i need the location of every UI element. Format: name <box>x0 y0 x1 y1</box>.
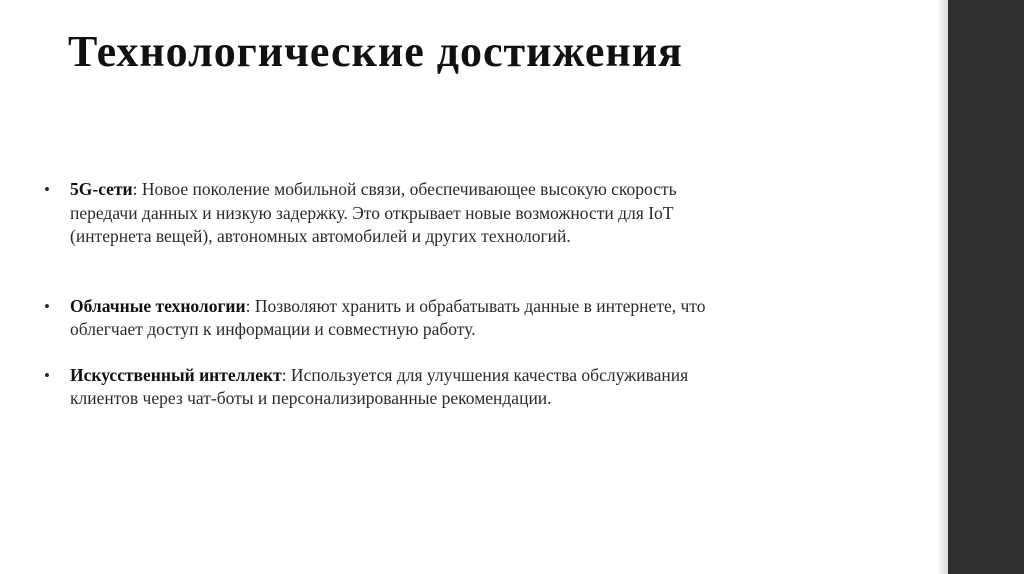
bullet-item-cloud <box>44 295 744 342</box>
bullet-list <box>44 178 744 411</box>
bullet-item-ai <box>44 364 744 411</box>
bullet-dot-icon: • <box>44 365 50 385</box>
bullet-dot-icon: • <box>44 180 50 199</box>
bullet-item-5g <box>44 178 744 249</box>
bullet-text: : Новое поколение мобильной связи, обеспечивающее высокую скорость передачи данных и низкую задержку. Это открывает новые возможности для IoT (интернета вещей), автономных автомобилей и других технологий. <box>70 179 677 246</box>
slide-title: Технологические достижения <box>68 27 683 76</box>
right-sidebar-band <box>948 0 1024 574</box>
bullet-term: Облачные технологии <box>70 295 246 316</box>
bullet-term: 5G-сети <box>70 179 133 199</box>
bullet-text: : Позволяют хранить и обрабатывать данные в интернете, что облегчает доступ к информации и совместную работу. <box>70 295 706 339</box>
bullet-dot-icon: • <box>44 296 50 316</box>
bullet-term: Искусственный интеллект <box>70 364 282 385</box>
sidebar-shadow <box>936 0 948 574</box>
bullet-text: : Используется для улучшения качества обслуживания клиентов через чат-боты и персонализированные рекомендации. <box>70 364 689 408</box>
